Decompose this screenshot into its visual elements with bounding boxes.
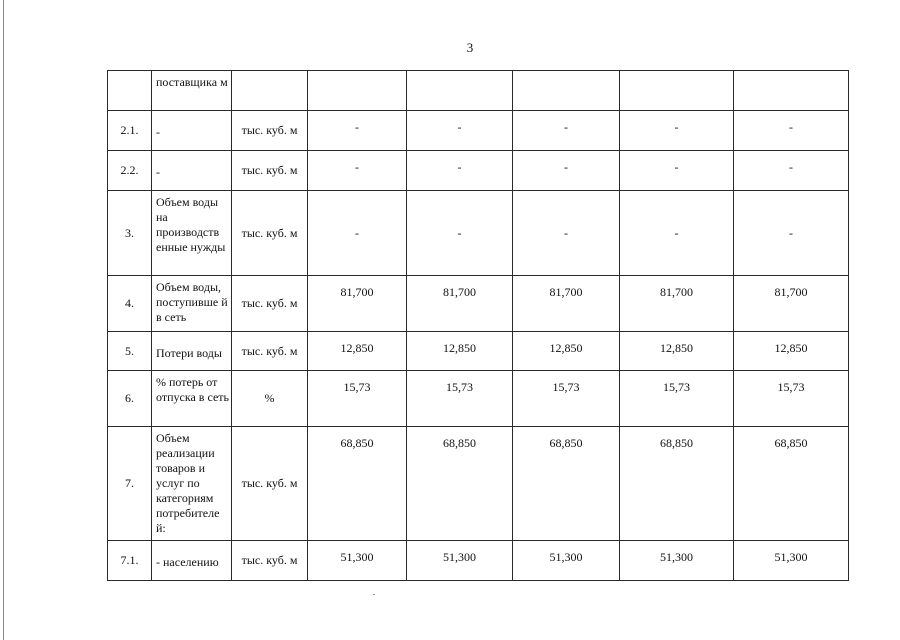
row-value: 12,850 xyxy=(407,332,513,371)
table-row xyxy=(108,541,849,581)
row-number: 4. xyxy=(108,276,152,332)
row-number: 2.2. xyxy=(108,151,152,191)
row-value: - xyxy=(734,111,849,151)
scan-speck xyxy=(373,594,375,595)
row-value: 51,300 xyxy=(734,541,849,581)
row-value: - xyxy=(620,111,734,151)
row-unit xyxy=(232,71,308,111)
row-number xyxy=(108,71,152,111)
row-number: 2.1. xyxy=(108,111,152,151)
row-value: - xyxy=(308,111,407,151)
row-value: - xyxy=(620,151,734,191)
row-unit: тыс. куб. м xyxy=(232,427,308,541)
row-number: 3. xyxy=(108,191,152,276)
row-name: Объем воды на производств енные нужды xyxy=(152,191,232,276)
table-row xyxy=(108,276,849,332)
row-value: - xyxy=(407,191,513,276)
row-value: 15,73 xyxy=(620,371,734,427)
row-value: - xyxy=(513,191,620,276)
row-value xyxy=(734,71,849,111)
row-value xyxy=(620,71,734,111)
row-name: Объем реализации товаров и услуг по категориям потребителе й: xyxy=(152,427,232,541)
row-value: 68,850 xyxy=(513,427,620,541)
row-unit: тыс. куб. м xyxy=(232,151,308,191)
table-row xyxy=(108,191,849,276)
row-value: - xyxy=(513,151,620,191)
row-value: 15,73 xyxy=(513,371,620,427)
row-value xyxy=(308,71,407,111)
row-value: - xyxy=(407,151,513,191)
row-value: - xyxy=(308,191,407,276)
row-value: - xyxy=(407,111,513,151)
table-row xyxy=(108,71,849,111)
row-name: поставщика м xyxy=(152,71,232,111)
row-value: 15,73 xyxy=(734,371,849,427)
row-unit: тыс. куб. м xyxy=(232,276,308,332)
row-value: 12,850 xyxy=(513,332,620,371)
table-row xyxy=(108,371,849,427)
row-name: - xyxy=(152,151,232,191)
row-unit: тыс. куб. м xyxy=(232,332,308,371)
row-value: - xyxy=(734,191,849,276)
row-unit: тыс. куб. м xyxy=(232,541,308,581)
row-value: 68,850 xyxy=(620,427,734,541)
row-number: 5. xyxy=(108,332,152,371)
row-value: 81,700 xyxy=(734,276,849,332)
row-number: 7.1. xyxy=(108,541,152,581)
table-row xyxy=(108,427,849,541)
row-name: Объем воды, поступивше й в сеть xyxy=(152,276,232,332)
row-value: 51,300 xyxy=(407,541,513,581)
row-number: 7. xyxy=(108,427,152,541)
row-unit: тыс. куб. м xyxy=(232,191,308,276)
row-name: % потерь от отпуска в сеть xyxy=(152,371,232,427)
row-value: - xyxy=(308,151,407,191)
row-value xyxy=(513,71,620,111)
row-value: 68,850 xyxy=(407,427,513,541)
row-value: 81,700 xyxy=(308,276,407,332)
row-value: 51,300 xyxy=(513,541,620,581)
row-value: 12,850 xyxy=(620,332,734,371)
row-value: 81,700 xyxy=(620,276,734,332)
row-value: 68,850 xyxy=(308,427,407,541)
table-row xyxy=(108,151,849,191)
row-value: 51,300 xyxy=(620,541,734,581)
row-unit: тыс. куб. м xyxy=(232,111,308,151)
page-number: 3 xyxy=(466,40,474,55)
row-value: 12,850 xyxy=(734,332,849,371)
row-number: 6. xyxy=(108,371,152,427)
table-row xyxy=(108,332,849,371)
row-value: 15,73 xyxy=(308,371,407,427)
row-value: - xyxy=(620,191,734,276)
row-unit: % xyxy=(232,371,308,427)
row-value: 68,850 xyxy=(734,427,849,541)
row-name: - населению xyxy=(152,541,232,581)
row-value: 51,300 xyxy=(308,541,407,581)
row-value: 81,700 xyxy=(407,276,513,332)
row-value: 81,700 xyxy=(513,276,620,332)
row-name: Потери воды xyxy=(152,332,232,371)
scan-edge-line xyxy=(3,0,4,640)
row-value: - xyxy=(734,151,849,191)
indicators-table xyxy=(107,70,849,581)
row-value: 15,73 xyxy=(407,371,513,427)
row-value xyxy=(407,71,513,111)
row-value: - xyxy=(513,111,620,151)
row-value: 12,850 xyxy=(308,332,407,371)
row-name: - xyxy=(152,111,232,151)
table-row xyxy=(108,111,849,151)
